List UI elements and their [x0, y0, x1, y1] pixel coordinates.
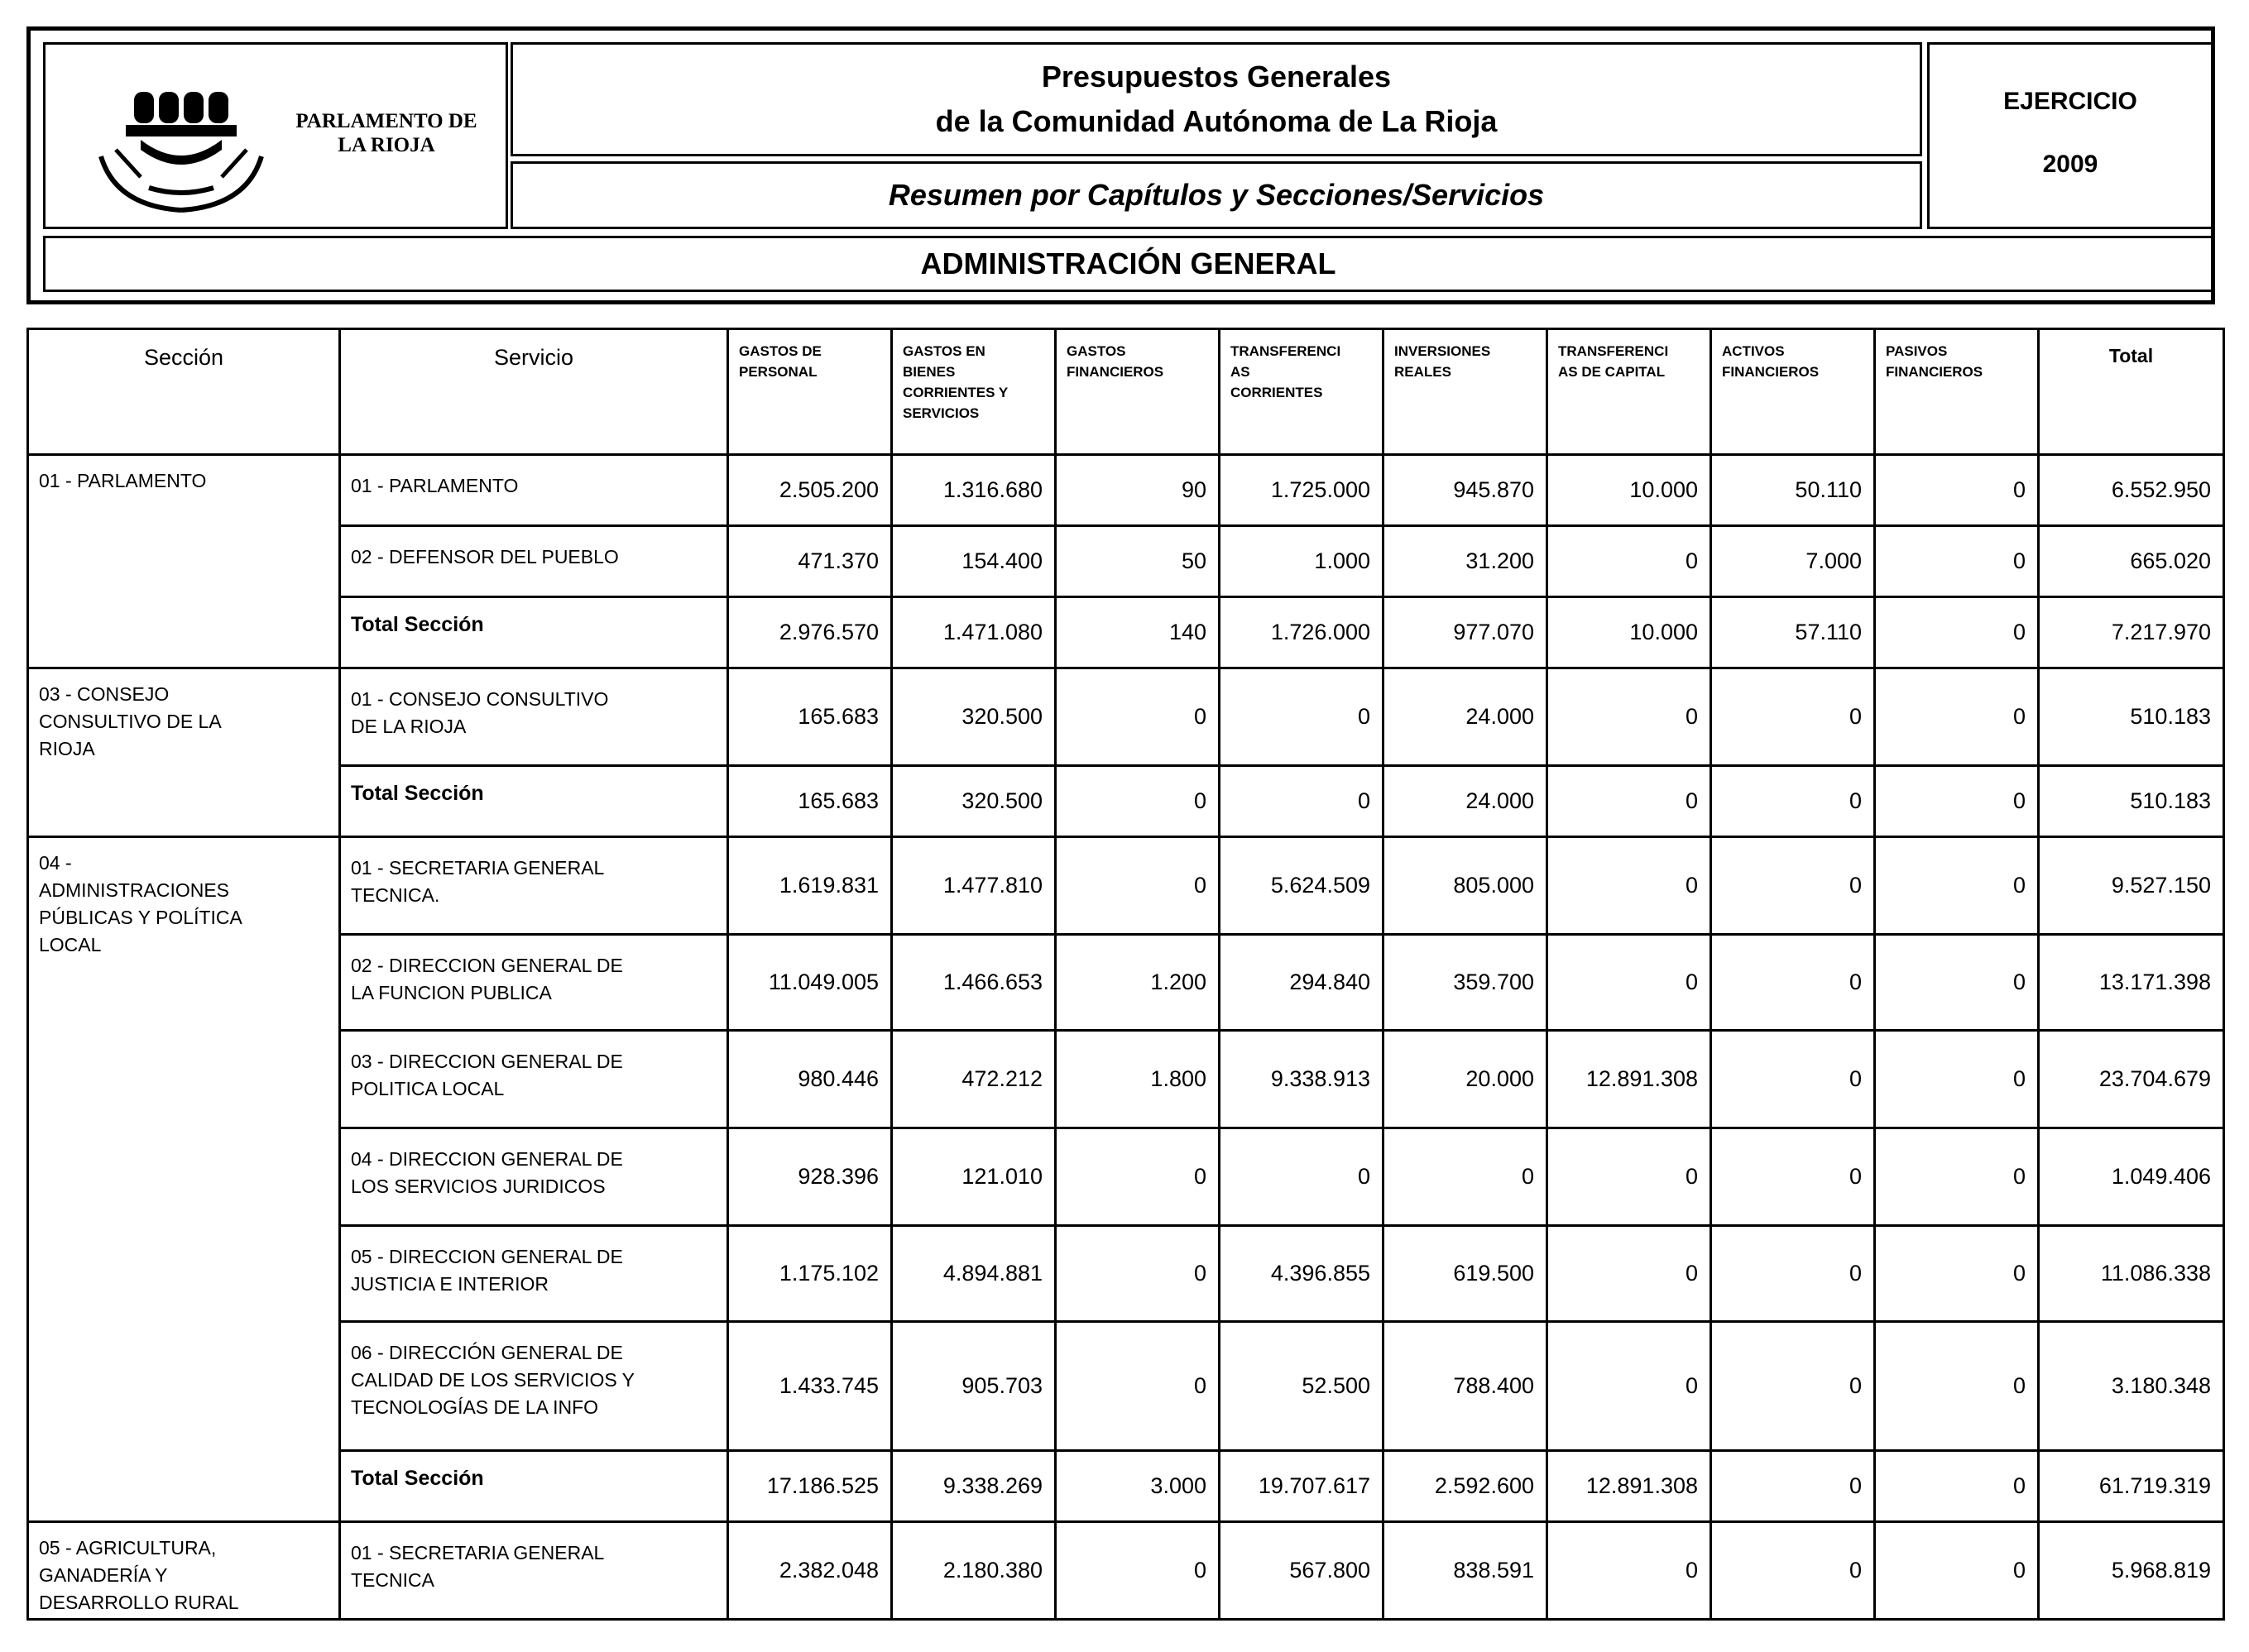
header-line: TRANSFERENCI: [1558, 343, 1669, 359]
title-line-1: Presupuestos Generales: [1041, 60, 1392, 93]
service-name-line: 06 - DIRECCIÓN GENERAL DE: [351, 1342, 623, 1363]
service-name-line: 01 - PARLAMENTO: [351, 475, 519, 496]
value-cell-transferencias-capital: 0: [1547, 526, 1711, 597]
service-name-line: Total Sección: [351, 1467, 484, 1490]
header-line: PERSONAL: [739, 364, 818, 380]
col-header-gastos-bienes: [892, 329, 1056, 455]
value-cell-transferencias-capital: 0: [1547, 1128, 1711, 1226]
value-cell-inversiones-reales: 0: [1383, 1128, 1547, 1226]
service-name-line: JUSTICIA E INTERIOR: [351, 1273, 549, 1295]
document-subtitle: Resumen por Capítulos y Secciones/Servicios: [511, 161, 1922, 229]
section-name-line: 04 -: [39, 852, 72, 874]
header-line: FINANCIEROS: [1886, 364, 1983, 380]
value-cell-transferencias-capital: 0: [1547, 837, 1711, 935]
value-cell-gastos-personal: 165.683: [728, 668, 892, 766]
value-cell-gastos-bienes: 905.703: [892, 1322, 1056, 1451]
total-seccion-label: [340, 597, 728, 668]
value-cell-gastos-personal: 17.186.525: [728, 1451, 892, 1522]
value-cell-total: 510.183: [2039, 668, 2224, 766]
value-cell-gastos-financieros: 0: [1056, 1226, 1220, 1322]
service-name-line: LA FUNCION PUBLICA: [351, 982, 552, 1003]
header-line: BIENES: [903, 364, 956, 380]
section-name-line: RIOJA: [39, 738, 95, 759]
value-cell-total: 13.171.398: [2039, 935, 2224, 1031]
service-name-cell: [340, 1522, 728, 1620]
value-cell-gastos-bienes: 320.500: [892, 668, 1056, 766]
parliament-name: [287, 109, 486, 157]
value-cell-pasivos-financieros: 0: [1875, 1128, 2039, 1226]
service-name-cell: [340, 455, 728, 526]
section-total-row: [28, 766, 2224, 837]
service-name-line: 04 - DIRECCION GENERAL DE: [351, 1148, 623, 1170]
service-name-cell: [340, 1322, 728, 1451]
value-cell-total: 61.719.319: [2039, 1451, 2224, 1522]
header-line: GASTOS EN: [903, 343, 985, 359]
col-header-transferencias-capital: [1547, 329, 1711, 455]
header-line: REALES: [1394, 364, 1451, 380]
section-name-cell: [28, 837, 340, 1522]
value-cell-gastos-financieros: 3.000: [1056, 1451, 1220, 1522]
value-cell-gastos-bienes: 1.316.680: [892, 455, 1056, 526]
table-row: [28, 1522, 2224, 1620]
value-cell-transferencias-capital: 0: [1547, 668, 1711, 766]
value-cell-inversiones-reales: 977.070: [1383, 597, 1547, 668]
section-name-line: 05 - AGRICULTURA,: [39, 1537, 217, 1559]
section-name-line: PÚBLICAS Y POLÍTICA: [39, 907, 242, 928]
value-cell-gastos-personal: 2.976.570: [728, 597, 892, 668]
value-cell-activos-financieros: 0: [1711, 1226, 1875, 1322]
value-cell-pasivos-financieros: 0: [1875, 1226, 2039, 1322]
header-line: AS DE CAPITAL: [1558, 364, 1666, 380]
value-cell-gastos-personal: 2.505.200: [728, 455, 892, 526]
section-total-row: [28, 1451, 2224, 1522]
value-cell-transferencias-capital: 12.891.308: [1547, 1451, 1711, 1522]
section-name-line: 01 - PARLAMENTO: [39, 470, 207, 491]
value-cell-total: 11.086.338: [2039, 1226, 2224, 1322]
value-cell-transferencias-corrientes: 52.500: [1220, 1322, 1383, 1451]
col-header-inversiones-reales: [1383, 329, 1547, 455]
value-cell-inversiones-reales: 31.200: [1383, 526, 1547, 597]
value-cell-pasivos-financieros: 0: [1875, 1451, 2039, 1522]
value-cell-gastos-bienes: 9.338.269: [892, 1451, 1056, 1522]
value-cell-gastos-personal: 471.370: [728, 526, 892, 597]
service-name-line: Total Sección: [351, 782, 484, 805]
value-cell-inversiones-reales: 20.000: [1383, 1031, 1547, 1128]
value-cell-gastos-bienes: 154.400: [892, 526, 1056, 597]
service-name-cell: [340, 935, 728, 1031]
col-header-activos-financieros: [1711, 329, 1875, 455]
value-cell-activos-financieros: 0: [1711, 766, 1875, 837]
table-row: [28, 837, 2224, 935]
value-cell-gastos-financieros: 0: [1056, 668, 1220, 766]
col-header-transferencias-corrientes: [1220, 329, 1383, 455]
value-cell-inversiones-reales: 24.000: [1383, 668, 1547, 766]
value-cell-gastos-personal: 1.433.745: [728, 1322, 892, 1451]
document-title: [511, 42, 1922, 156]
value-cell-transferencias-capital: 0: [1547, 1226, 1711, 1322]
value-cell-transferencias-corrientes: 4.396.855: [1220, 1226, 1383, 1322]
value-cell-pasivos-financieros: 0: [1875, 1522, 2039, 1620]
header-line: INVERSIONES: [1394, 343, 1491, 359]
table-row: [28, 526, 2224, 597]
service-name-cell: [340, 1226, 728, 1322]
value-cell-activos-financieros: 0: [1711, 935, 1875, 1031]
value-cell-activos-financieros: 0: [1711, 1322, 1875, 1451]
value-cell-total: 3.180.348: [2039, 1322, 2224, 1451]
value-cell-activos-financieros: 0: [1711, 1451, 1875, 1522]
ejercicio-year: 2009: [2042, 151, 2098, 178]
value-cell-total: 7.217.970: [2039, 597, 2224, 668]
value-cell-gastos-financieros: 1.200: [1056, 935, 1220, 1031]
section-name-cell: [28, 455, 340, 668]
col-header-pasivos-financieros: [1875, 329, 2039, 455]
service-name-line: TECNOLOGÍAS DE LA INFO: [351, 1396, 599, 1418]
budget-table: [26, 328, 2225, 1621]
value-cell-gastos-bienes: 472.212: [892, 1031, 1056, 1128]
service-name-line: POLITICA LOCAL: [351, 1078, 505, 1099]
value-cell-pasivos-financieros: 0: [1875, 935, 2039, 1031]
table-row: [28, 1128, 2224, 1226]
section-name-line: 03 - CONSEJO: [39, 683, 170, 705]
col-header-servicio: Servicio: [340, 329, 728, 455]
service-name-line: 01 - SECRETARIA GENERAL: [351, 1542, 605, 1563]
table-row: [28, 1031, 2224, 1128]
value-cell-transferencias-corrientes: 1.000: [1220, 526, 1383, 597]
value-cell-transferencias-corrientes: 0: [1220, 1128, 1383, 1226]
service-name-line: TECNICA: [351, 1569, 434, 1591]
section-name-cell: [28, 668, 340, 837]
service-name-line: TECNICA.: [351, 884, 440, 906]
value-cell-inversiones-reales: 2.592.600: [1383, 1451, 1547, 1522]
value-cell-gastos-personal: 928.396: [728, 1128, 892, 1226]
value-cell-total: 665.020: [2039, 526, 2224, 597]
value-cell-inversiones-reales: 838.591: [1383, 1522, 1547, 1620]
col-header-gastos-financieros: [1056, 329, 1220, 455]
parliament-name-line: PARLAMENTO DE: [295, 110, 477, 132]
value-cell-transferencias-capital: 0: [1547, 766, 1711, 837]
value-cell-activos-financieros: 0: [1711, 1031, 1875, 1128]
table-row: [28, 455, 2224, 526]
value-cell-inversiones-reales: 24.000: [1383, 766, 1547, 837]
value-cell-gastos-financieros: 0: [1056, 1128, 1220, 1226]
header-line: SERVICIOS: [903, 405, 980, 421]
value-cell-activos-financieros: 0: [1711, 668, 1875, 766]
header-line: ACTIVOS: [1722, 343, 1785, 359]
value-cell-gastos-bienes: 4.894.881: [892, 1226, 1056, 1322]
value-cell-transferencias-capital: 10.000: [1547, 597, 1711, 668]
value-cell-gastos-financieros: 1.800: [1056, 1031, 1220, 1128]
parliament-name-line: LA RIOJA: [338, 134, 435, 156]
service-name-line: LOS SERVICIOS JURIDICOS: [351, 1176, 606, 1197]
value-cell-pasivos-financieros: 0: [1875, 766, 2039, 837]
value-cell-gastos-bienes: 1.471.080: [892, 597, 1056, 668]
parliament-logo-box: [43, 42, 508, 229]
section-name-line: DESARROLLO RURAL: [39, 1592, 239, 1613]
col-header-gastos-personal: [728, 329, 892, 455]
value-cell-transferencias-capital: 0: [1547, 1322, 1711, 1451]
value-cell-total: 6.552.950: [2039, 455, 2224, 526]
value-cell-inversiones-reales: 359.700: [1383, 935, 1547, 1031]
value-cell-pasivos-financieros: 0: [1875, 597, 2039, 668]
value-cell-gastos-personal: 1.175.102: [728, 1226, 892, 1322]
value-cell-inversiones-reales: 805.000: [1383, 837, 1547, 935]
col-header-seccion: Sección: [28, 329, 340, 455]
header-line: FINANCIEROS: [1067, 364, 1164, 380]
header-line: GASTOS: [1067, 343, 1126, 359]
value-cell-gastos-financieros: 140: [1056, 597, 1220, 668]
total-seccion-label: [340, 1451, 728, 1522]
ejercicio-box: [1927, 42, 2213, 229]
value-cell-gastos-financieros: 50: [1056, 526, 1220, 597]
value-cell-gastos-bienes: 1.466.653: [892, 935, 1056, 1031]
value-cell-transferencias-capital: 12.891.308: [1547, 1031, 1711, 1128]
service-name-line: 03 - DIRECCION GENERAL DE: [351, 1051, 623, 1072]
value-cell-gastos-personal: 165.683: [728, 766, 892, 837]
header-line: CORRIENTES: [1230, 385, 1323, 400]
value-cell-transferencias-corrientes: 567.800: [1220, 1522, 1383, 1620]
ejercicio-label: EJERCICIO: [2003, 88, 2137, 115]
table-row: [28, 1226, 2224, 1322]
parliament-emblem-icon: [83, 74, 281, 223]
service-name-line: DE LA RIOJA: [351, 716, 467, 737]
section-name-line: GANADERÍA Y: [39, 1564, 168, 1586]
table-row: [28, 668, 2224, 766]
value-cell-transferencias-capital: 0: [1547, 1522, 1711, 1620]
value-cell-gastos-personal: 980.446: [728, 1031, 892, 1128]
value-cell-pasivos-financieros: 0: [1875, 526, 2039, 597]
value-cell-transferencias-capital: 0: [1547, 935, 1711, 1031]
value-cell-gastos-financieros: 0: [1056, 766, 1220, 837]
value-cell-transferencias-corrientes: 0: [1220, 668, 1383, 766]
col-header-total: Total: [2039, 329, 2224, 455]
value-cell-activos-financieros: 57.110: [1711, 597, 1875, 668]
value-cell-transferencias-corrientes: 9.338.913: [1220, 1031, 1383, 1128]
section-name-line: ADMINISTRACIONES: [39, 879, 230, 901]
header-line: TRANSFERENCI: [1230, 343, 1341, 359]
section-name-line: LOCAL: [39, 934, 102, 955]
value-cell-total: 5.968.819: [2039, 1522, 2224, 1620]
table-row: [28, 935, 2224, 1031]
value-cell-activos-financieros: 0: [1711, 837, 1875, 935]
value-cell-transferencias-corrientes: 1.726.000: [1220, 597, 1383, 668]
value-cell-pasivos-financieros: 0: [1875, 837, 2039, 935]
value-cell-gastos-bienes: 121.010: [892, 1128, 1056, 1226]
value-cell-gastos-financieros: 0: [1056, 1522, 1220, 1620]
document-header: [26, 26, 2215, 304]
value-cell-gastos-financieros: 90: [1056, 455, 1220, 526]
service-name-line: 02 - DIRECCION GENERAL DE: [351, 955, 623, 976]
service-name-cell: [340, 526, 728, 597]
value-cell-activos-financieros: 0: [1711, 1128, 1875, 1226]
value-cell-transferencias-capital: 10.000: [1547, 455, 1711, 526]
header-line: CORRIENTES Y: [903, 385, 1009, 400]
header-line: GASTOS DE: [739, 343, 822, 359]
value-cell-gastos-financieros: 0: [1056, 837, 1220, 935]
value-cell-gastos-personal: 11.049.005: [728, 935, 892, 1031]
table-header-row: [28, 329, 2224, 455]
value-cell-inversiones-reales: 788.400: [1383, 1322, 1547, 1451]
value-cell-gastos-bienes: 320.500: [892, 766, 1056, 837]
service-name-cell: [340, 837, 728, 935]
service-name-line: 05 - DIRECCION GENERAL DE: [351, 1246, 623, 1267]
service-name-cell: [340, 668, 728, 766]
value-cell-total: 23.704.679: [2039, 1031, 2224, 1128]
value-cell-inversiones-reales: 945.870: [1383, 455, 1547, 526]
section-name-cell: [28, 1522, 340, 1620]
service-name-line: CALIDAD DE LOS SERVICIOS Y: [351, 1369, 635, 1391]
value-cell-activos-financieros: 50.110: [1711, 455, 1875, 526]
value-cell-total: 1.049.406: [2039, 1128, 2224, 1226]
value-cell-total: 510.183: [2039, 766, 2224, 837]
value-cell-transferencias-corrientes: 294.840: [1220, 935, 1383, 1031]
value-cell-transferencias-corrientes: 0: [1220, 766, 1383, 837]
value-cell-activos-financieros: 7.000: [1711, 526, 1875, 597]
service-name-line: 02 - DEFENSOR DEL PUEBLO: [351, 546, 619, 567]
title-line-2: de la Comunidad Autónoma de La Rioja: [935, 104, 1498, 138]
value-cell-pasivos-financieros: 0: [1875, 1031, 2039, 1128]
value-cell-activos-financieros: 0: [1711, 1522, 1875, 1620]
header-line: AS: [1230, 364, 1250, 380]
header-line: FINANCIEROS: [1722, 364, 1820, 380]
value-cell-inversiones-reales: 619.500: [1383, 1226, 1547, 1322]
total-seccion-label: [340, 766, 728, 837]
table-row: [28, 1322, 2224, 1451]
value-cell-total: 9.527.150: [2039, 837, 2224, 935]
service-name-line: 01 - SECRETARIA GENERAL: [351, 857, 605, 879]
value-cell-gastos-bienes: 2.180.380: [892, 1522, 1056, 1620]
administration-banner: ADMINISTRACIÓN GENERAL: [43, 236, 2213, 292]
section-name-line: CONSULTIVO DE LA: [39, 711, 222, 732]
value-cell-transferencias-corrientes: 1.725.000: [1220, 455, 1383, 526]
service-name-cell: [340, 1031, 728, 1128]
service-name-line: Total Sección: [351, 613, 484, 636]
value-cell-pasivos-financieros: 0: [1875, 668, 2039, 766]
service-name-cell: [340, 1128, 728, 1226]
value-cell-transferencias-corrientes: 19.707.617: [1220, 1451, 1383, 1522]
value-cell-transferencias-corrientes: 5.624.509: [1220, 837, 1383, 935]
value-cell-pasivos-financieros: 0: [1875, 455, 2039, 526]
value-cell-gastos-bienes: 1.477.810: [892, 837, 1056, 935]
value-cell-gastos-personal: 1.619.831: [728, 837, 892, 935]
value-cell-gastos-financieros: 0: [1056, 1322, 1220, 1451]
value-cell-gastos-personal: 2.382.048: [728, 1522, 892, 1620]
header-line: PASIVOS: [1886, 343, 1948, 359]
table-body: [28, 455, 2224, 1620]
section-total-row: [28, 597, 2224, 668]
value-cell-pasivos-financieros: 0: [1875, 1322, 2039, 1451]
service-name-line: 01 - CONSEJO CONSULTIVO: [351, 688, 609, 710]
